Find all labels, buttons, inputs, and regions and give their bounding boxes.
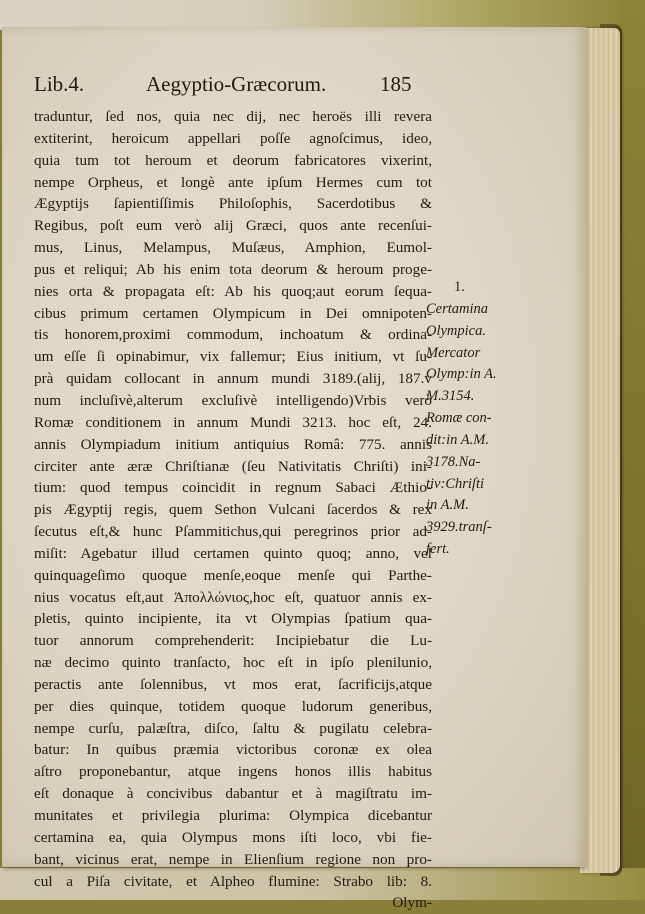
margin-note-line: 3178.Na- <box>426 453 481 470</box>
text-line: pus et reliqui; Ab his enim tota deorum & heroum proge- <box>34 260 432 278</box>
page-edges <box>580 28 620 873</box>
page-number: 185 <box>380 72 412 96</box>
catchword: Olym- <box>392 894 432 912</box>
text-line: tuor annorum comprehenderit: Incipiebatur die Lu- <box>34 632 432 650</box>
text-line: quia tum tot heroum et deorum fabricatores vixerint, <box>34 151 432 169</box>
text-line: per dies quinque, totidem quoque ludorum generibus, <box>34 697 432 715</box>
text-line: nempe Orpheus, et longè ante ipſum Hermes cum tot <box>34 173 432 191</box>
running-header <box>34 72 434 102</box>
margin-note-line: in A.M. <box>426 497 469 514</box>
margin-note-number: 1. <box>454 279 465 295</box>
text-line: nius vocatus eſt,aut Ἀπολλώνιος,hoc eſt, quatuor annis ex- <box>34 588 432 606</box>
text-line: bant, vicinus erat, nempe in Elienſium regione non pro- <box>34 850 432 868</box>
text-line: eſt donaque à concivibus dabantur et à magiſtratu im- <box>34 785 432 803</box>
text-line: tium: quod tempus coincidit in regnum Sabaci Æthio- <box>34 479 432 497</box>
text-line: extiterint, heroicum appellari poſſe agnoſcimus, ideo, <box>34 129 432 147</box>
text-line: miſit: Agebatur illud certamen quinto quoq; anno, vel <box>34 544 432 562</box>
margin-note-line: Romæ con- <box>426 410 492 427</box>
margin-note-line: Mercator <box>426 344 481 361</box>
text-line: aſtro proponebantur, atque ingens honos illis habitus <box>34 763 432 781</box>
text-line: batur: In quibus præmia victoribus coronæ ex olea <box>34 741 432 759</box>
text-line: Ægyptijs ſapientiſſimis Philoſophis, Sacerdotibus & <box>34 195 432 213</box>
text-line: Romæ conditionem in annum Mundi 3213. hoc eſt, 24. <box>34 413 432 431</box>
margin-note-line: Olymp:in A. <box>426 366 497 383</box>
margin-note-line: tiv:Chriſti <box>426 475 484 492</box>
text-line: munitates et privilegia plurima: Olympica dicebantur <box>34 807 432 824</box>
margin-note-line: Olympica. <box>426 322 486 339</box>
margin-note-line: M.3154. <box>426 388 475 405</box>
running-title: Aegyptio-Græcorum. <box>146 72 327 96</box>
text-line: tis honorem,proximi commodum, inchoatum & ordina- <box>34 326 432 344</box>
background-right <box>620 0 645 900</box>
text-line: annis Olympiadum initium antiquius Româ: 775. annis <box>34 435 432 453</box>
text-line: pletis, quinto incipiente, ita vt Olympias ſpatium qua- <box>34 610 432 628</box>
text-line: certamina ea, quia Olympus mons iſti loco, vbi fie- <box>34 828 432 846</box>
text-line: circiter ante æræ Chriſtianæ (ſeu Nativitatis Chriſti) ini- <box>34 457 432 475</box>
text-line: um eſſe ſi opinabimur, vix fallemur; Eius initium, vt ſu- <box>34 348 432 366</box>
text-line: num incluſivè,alterum excluſivè intelligendo)Vrbis verò <box>34 391 432 409</box>
text-line: næ decimo quinto tranſacto, hoc eſt in ipſo plenilunio, <box>34 654 432 672</box>
margin-note-line: 3929.tranſ- <box>426 519 492 536</box>
margin-note-line: Certamina <box>426 300 489 317</box>
text-line: nies orta & propagata eſt: Ab his quoq;aut eorum ſequa- <box>34 282 432 300</box>
text-line: nempe curſu, palæſtra, diſco, ſaltu & pugilatu celebra- <box>34 719 432 737</box>
margin-note-line: fert. <box>426 541 450 558</box>
text-line: Regibus, poſt eum verò alij Græci, quos ante recenſui- <box>34 217 432 235</box>
book-number: Lib.4. <box>34 72 85 96</box>
text-line: ſecutus eſt,& hunc Pſammitichus,qui peregrinos prior ad- <box>34 523 432 541</box>
text-line: mus, Linus, Melampus, Muſæus, Amphion, Eumol- <box>34 239 432 257</box>
background-top <box>0 0 645 30</box>
marginal-notes <box>426 277 526 561</box>
text-line: cibus primum certamen Olympicum in Dei omnipoten- <box>34 304 432 322</box>
text-line: pis Ægyptij regis, quem Sethon Vulcani ſacerdos & rex <box>34 501 432 519</box>
text-line: prà quidam collocant in annum mundi 3189.(alij, 187.v <box>34 370 432 388</box>
main-text-block <box>34 106 432 914</box>
text-line: traduntur, ſed nos, quia nec dij, nec heroës illi revera <box>34 108 432 125</box>
text-line: quinquageſimo quoque menſe,eoque menſe qui Parthe- <box>34 566 432 584</box>
text-line: cul a Piſa civitate, et Alpheo flumine: Strabo lib: 8. <box>34 872 432 890</box>
margin-note-line: dit:in A.M. <box>426 431 489 448</box>
text-line: peractis ante ſolennibus, vt mos erat, ſacrificijs,atque <box>34 675 432 693</box>
